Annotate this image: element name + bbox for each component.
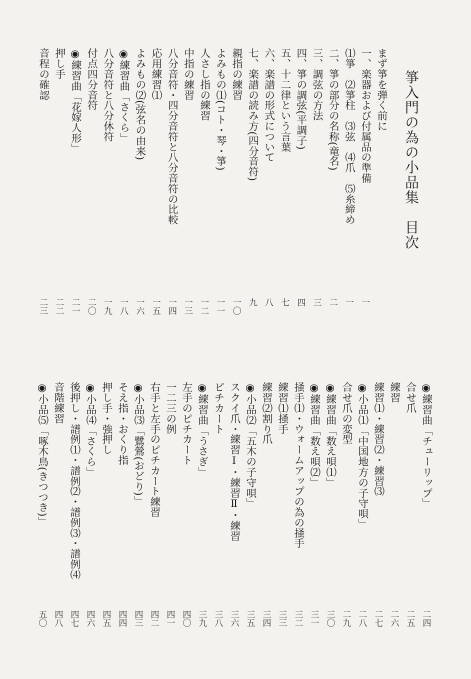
toc-page-number: 九 bbox=[247, 298, 258, 307]
toc-entry-title: 音程の確認 bbox=[36, 48, 49, 100]
toc-page-number: 五〇 bbox=[37, 610, 47, 627]
toc-entry-title: 音階練習 bbox=[52, 382, 64, 424]
toc-entry-title: ◉小品⑷「さくら」 bbox=[84, 382, 96, 478]
toc-entry-title: 一二三の例 bbox=[164, 382, 176, 434]
toc-entry-title: 右手と左手のピチカート練習 bbox=[148, 382, 160, 518]
toc-page-number: 一四 bbox=[166, 298, 177, 315]
toc-entry-title: 練習⑴・練習⑵・練習⑶ bbox=[372, 382, 384, 497]
toc-entry-title: ◉小品⑴「中国地方の子守唄」 bbox=[356, 382, 368, 530]
toc-page-number: 四二 bbox=[149, 610, 159, 627]
toc-entry-title: 押し手 bbox=[53, 48, 65, 80]
toc-page-number: 三九 bbox=[197, 610, 207, 627]
toc-entry-title: ◉小品⑶「鷺鶯(おどり)」 bbox=[132, 382, 144, 507]
toc-entry-title: 応用練習⑴ bbox=[149, 48, 162, 100]
toc-entry-title: まず箏を弾く前に bbox=[375, 48, 387, 132]
toc-page-number: 四八 bbox=[53, 610, 63, 627]
toc-entry-title: ◉練習曲「チューリップ」 bbox=[420, 382, 432, 509]
toc-page-number: 四三 bbox=[133, 610, 143, 627]
toc-page-number: 二六 bbox=[389, 610, 399, 627]
toc-page-number: 一 bbox=[359, 298, 370, 307]
toc-entry-title: 合せ爪 bbox=[404, 382, 416, 414]
toc-entry-title: ◉小品⑸「啄木鳥(きつつき)」 bbox=[36, 382, 48, 527]
toc-page-number: 一三 bbox=[182, 298, 193, 315]
toc-entry-title: ◉練習曲「数え唄⑴」 bbox=[324, 382, 336, 488]
toc-page-number: 四七 bbox=[69, 610, 79, 627]
toc-page-number: 三六 bbox=[229, 610, 239, 627]
toc-entry-title: 七、楽譜の読み方(四分音符) bbox=[246, 48, 259, 181]
toc-page-number: 二二 bbox=[54, 298, 64, 315]
toc-page-number: 三二 bbox=[293, 610, 303, 627]
toc-entry-title: ◉小品⑵「五木の子守唄」 bbox=[244, 382, 256, 509]
toc-entry-title: 練習 bbox=[388, 382, 400, 403]
toc-page-number: 一五 bbox=[150, 298, 161, 315]
toc-entry-title: ◉練習曲「うさぎ」 bbox=[196, 382, 208, 478]
toc-page-number: 二四 bbox=[421, 610, 431, 627]
toc-entry-title: 三、調弦の方法 bbox=[310, 48, 323, 121]
toc-page-number: 三八 bbox=[213, 610, 223, 627]
toc-entry-title: 合せ爪の変型 bbox=[340, 382, 352, 445]
toc-page-number: 四〇 bbox=[181, 610, 191, 627]
toc-entry-title: 練習⑴掻手 bbox=[276, 382, 288, 434]
toc-page-number: 三四 bbox=[261, 610, 271, 627]
toc-page-number: 三〇 bbox=[325, 610, 335, 627]
toc-entry-title: スクイ爪・練習Ⅰ・練習Ⅱ・練習 bbox=[228, 382, 240, 542]
toc-page-number: 一 bbox=[343, 298, 354, 307]
toc-page-number: 三五 bbox=[245, 610, 255, 627]
toc-entry-title: 後押し・譜例⑴・譜例⑵・譜例⑶・譜例⑷ bbox=[68, 382, 80, 580]
toc-entry-title: 練習⑵割り爪 bbox=[260, 382, 272, 445]
toc-page-number: 三 bbox=[311, 298, 322, 307]
toc-entry-title: 左手のピチカート bbox=[180, 382, 192, 466]
toc-page-number: 四四 bbox=[117, 610, 127, 627]
toc-page-number: 一六 bbox=[134, 298, 145, 315]
toc-entry-title: ピチカート bbox=[212, 382, 224, 434]
toc-page-number: 八 bbox=[263, 298, 274, 307]
toc-page-number: 二八 bbox=[357, 610, 367, 627]
toc-page-number: 二三 bbox=[37, 298, 48, 315]
toc-page-number: 二〇 bbox=[86, 298, 97, 315]
toc-page-number: 四 bbox=[295, 298, 306, 307]
toc-entry-title: 五、十二律という言葉 bbox=[278, 48, 291, 152]
toc-entry-title: 六、楽譜の形式について bbox=[262, 48, 275, 163]
page-title: 箏入門の為の小品集 目次 bbox=[403, 70, 419, 250]
toc-entry-title: 親指の練習 bbox=[230, 48, 243, 100]
toc-page-number: 二五 bbox=[405, 610, 415, 627]
toc-page-number: 四五 bbox=[101, 610, 111, 627]
toc-entry-title: 八分音符と八分休符 bbox=[101, 48, 114, 142]
toc-entry-title: 八分音符・四分音符と八分音符の比較 bbox=[165, 48, 178, 225]
toc-page-number: 一八 bbox=[118, 298, 129, 315]
toc-page-number: 三一 bbox=[309, 610, 319, 627]
toc-page-number: 二 bbox=[327, 298, 338, 307]
toc-entry-title: 四、箏の調弦(平調子) bbox=[294, 48, 307, 150]
toc-page-number: 二九 bbox=[341, 610, 351, 627]
toc-page-number: 一一 bbox=[215, 298, 225, 315]
toc-entry-title: よみもの⑴(コト・琴・箏) bbox=[214, 48, 226, 171]
toc-entry-title: 中指の練習 bbox=[181, 48, 194, 100]
toc-entry-title: そえ指・おくり指 bbox=[116, 382, 128, 466]
toc-page-number: 二七 bbox=[373, 610, 383, 627]
toc-entry-title: ◉練習曲「花嫁人形」 bbox=[69, 48, 82, 154]
toc-page-number: 一九 bbox=[102, 298, 113, 315]
toc-page-number: 二一 bbox=[70, 298, 81, 315]
toc-entry-title: 一、楽器および付属品の準備 bbox=[358, 48, 371, 184]
toc-entry-title: 掻手⑴・ウォームアップの為の掻手 bbox=[292, 382, 304, 549]
toc-entry-title: 押し手・強押し bbox=[100, 382, 112, 455]
toc-page-number: 七 bbox=[279, 298, 290, 307]
toc-entry-title: ◉練習曲「さくら」 bbox=[117, 48, 130, 144]
toc-entry-title: 二、箏の部分の名称(竜名) bbox=[326, 48, 339, 171]
toc-page-number: 一二 bbox=[198, 298, 209, 315]
toc-page-number: 一〇 bbox=[231, 298, 242, 315]
toc-page-number: 四一 bbox=[165, 610, 175, 627]
toc-entry-title: ◉練習曲「数え唄⑵」 bbox=[308, 382, 320, 488]
toc-entry-title: ⑴箏 ⑵箏柱 ⑶弦 ⑷爪 ⑸糸締め bbox=[342, 48, 355, 225]
toc-entry-title: よみもの⑵(弦名の由来) bbox=[133, 48, 146, 161]
toc-entry-title: 付点四分音符 bbox=[85, 48, 98, 111]
toc-page-number: 三三 bbox=[277, 610, 287, 627]
toc-entry-title: 人さし指の練習 bbox=[197, 48, 210, 121]
toc-page-number: 四六 bbox=[85, 610, 95, 627]
